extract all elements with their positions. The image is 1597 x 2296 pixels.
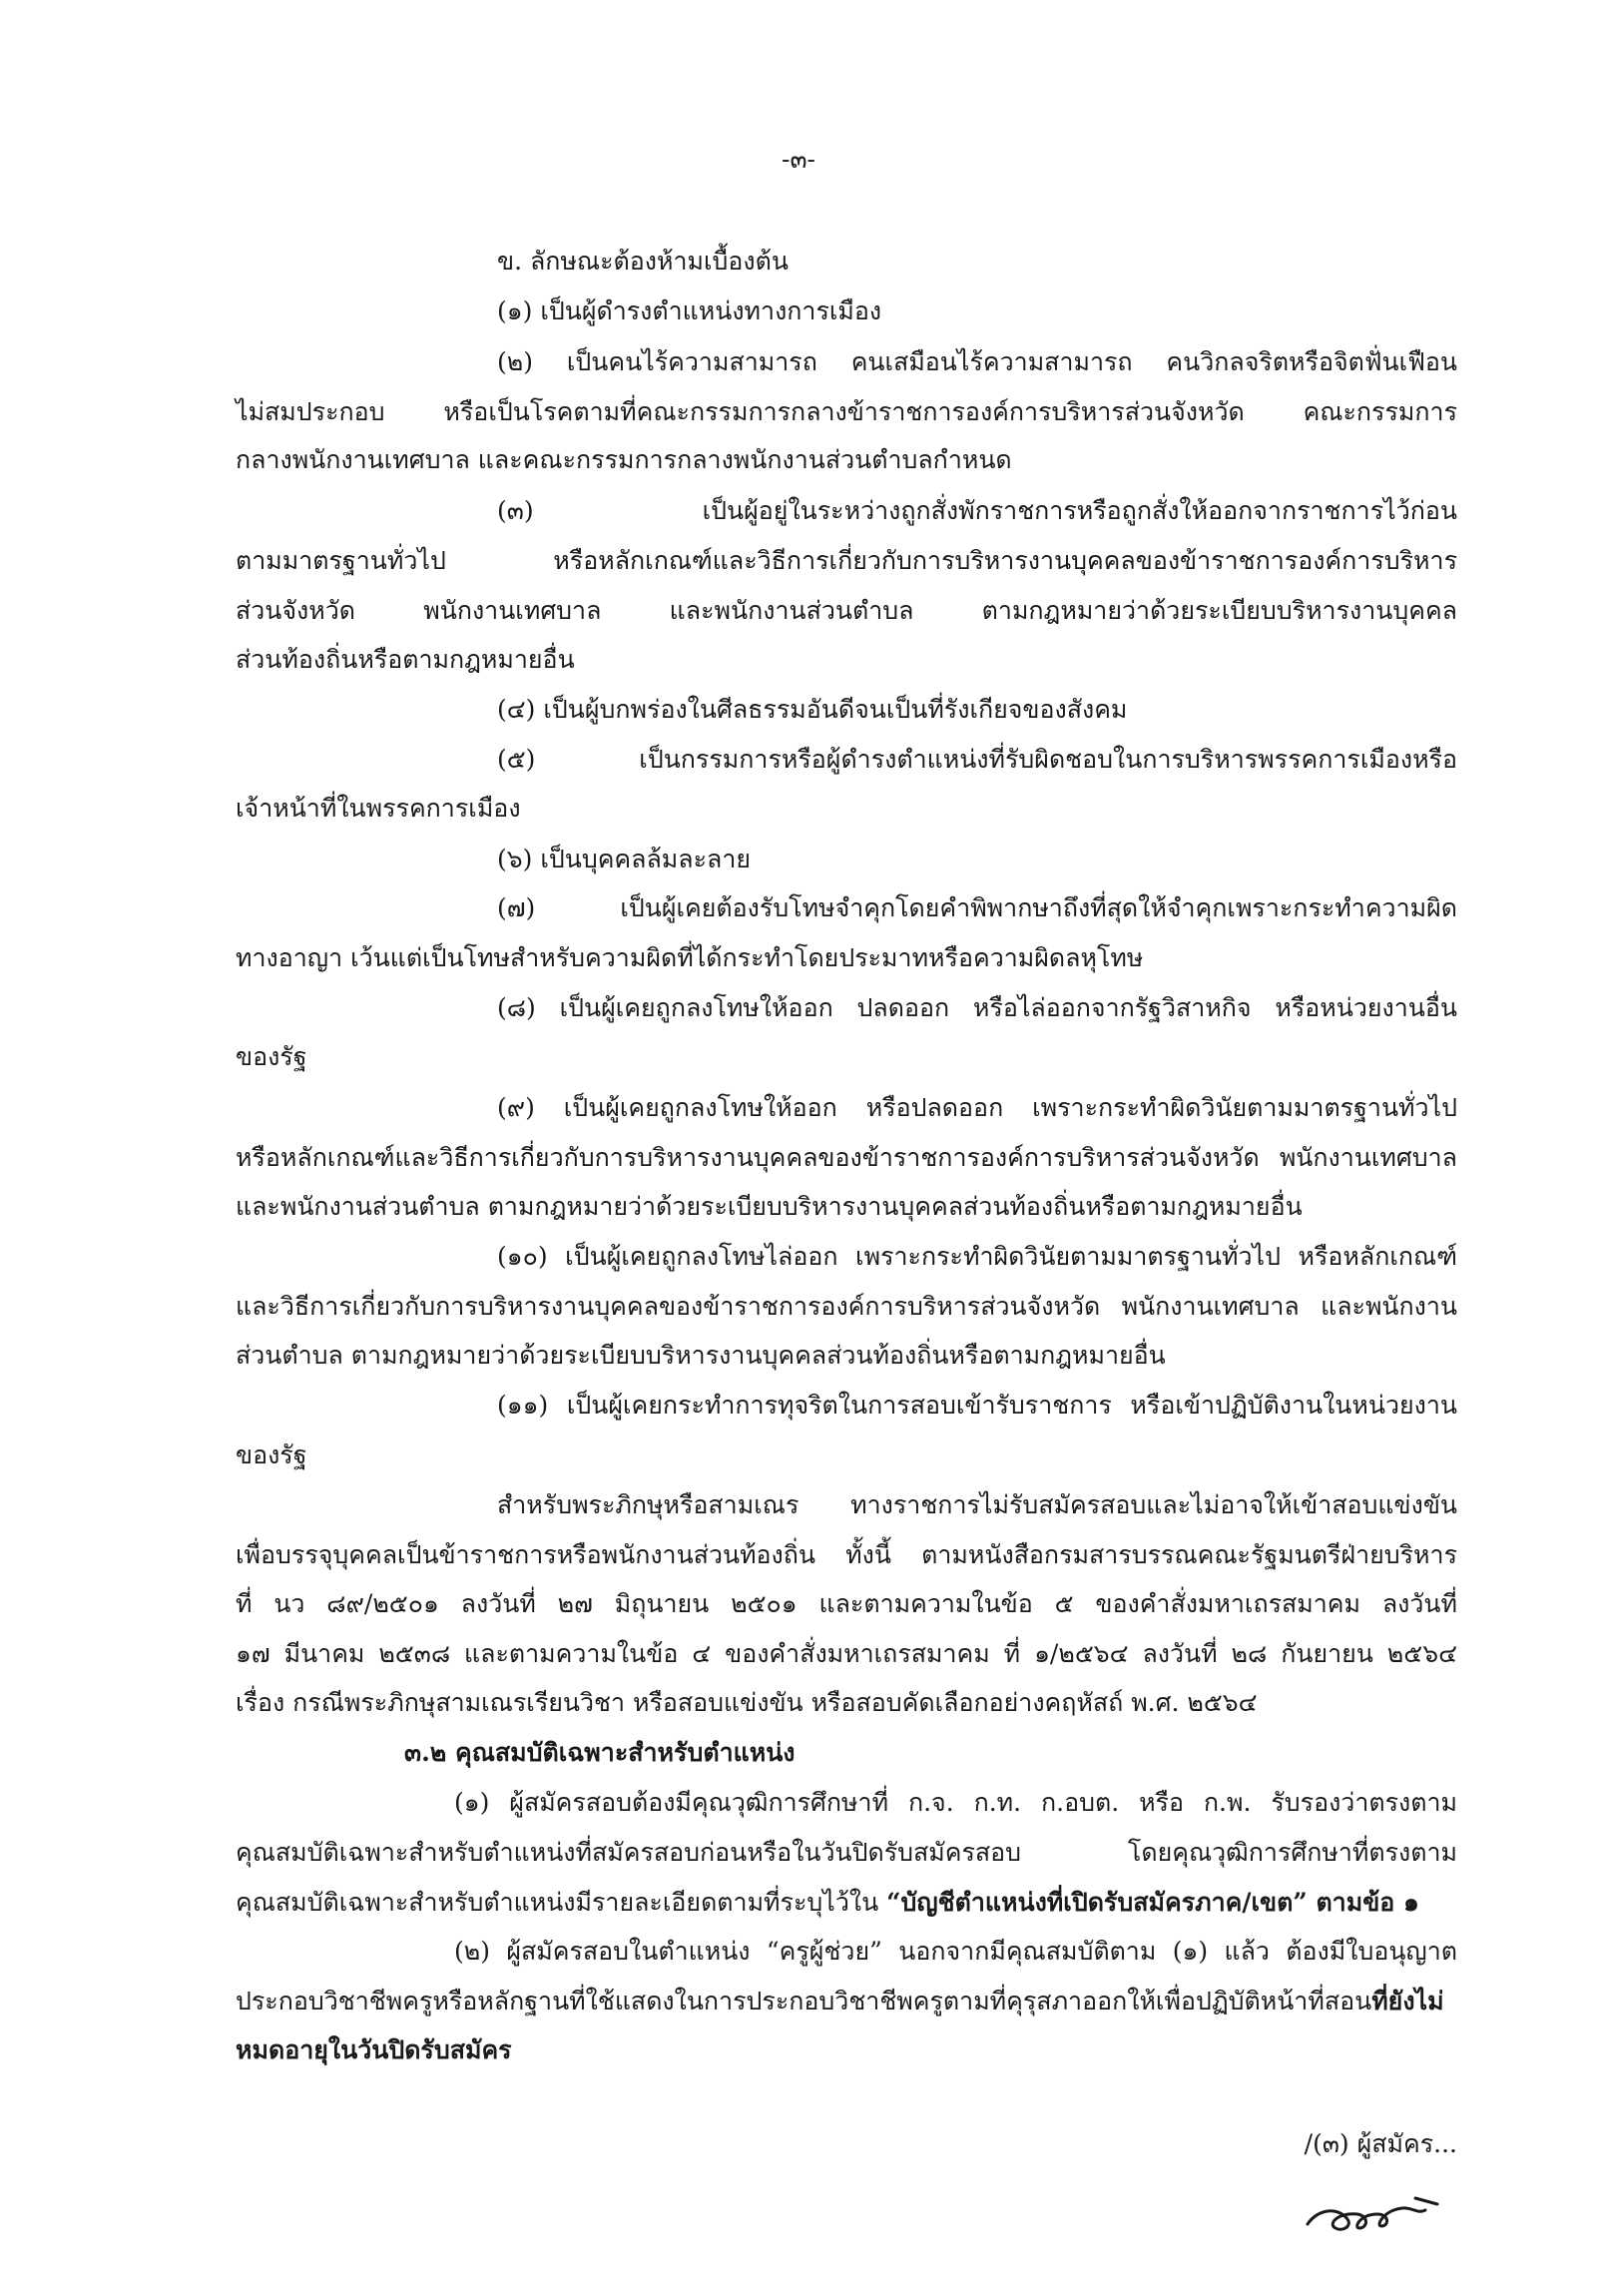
list-item-continuation: และพนักงานส่วนตำบล ตามกฎหมายว่าด้วยระเบียบบริหารงานบุคคลส่วนท้องถิ่นหรือตามกฎหมายอื่น bbox=[236, 1192, 1303, 1221]
inline-text: คุณสมบัติเฉพาะสำหรับตำแหน่งมีรายละเอียดตามที่ระบุไว้ใน bbox=[236, 1888, 887, 1917]
list-item-continuation: คุณสมบัติเฉพาะสำหรับตำแหน่งที่สมัครสอบก่อนหรือในวันปิดรับสมัครสอบ โดยคุณวุฒิการศึกษาที่ตรงตาม bbox=[236, 1838, 1457, 1867]
list-item-continuation: ส่วนท้องถิ่นหรือตามกฎหมายอื่น bbox=[236, 645, 575, 674]
list-item-continuation: กลางพนักงานเทศบาล และคณะกรรมการกลางพนักงานส่วนตำบลกำหนด bbox=[236, 445, 1012, 474]
list-item: (๘) เป็นผู้เคยถูกลงโทษให้ออก ปลดออก หรือไล่ออกจากรัฐวิสาหกิจ หรือหน่วยงานอื่น bbox=[497, 993, 1457, 1022]
list-item-continuation: หมดอายุในวันปิดรับสมัคร bbox=[236, 2035, 512, 2064]
list-item: (๒) ผู้สมัครสอบในตำแหน่ง “ครูผู้ช่วย” นอกจากมีคุณสมบัติตาม (๑) แล้ว ต้องมีใบอนุญาต bbox=[454, 1937, 1457, 1966]
signature-stroke bbox=[1415, 2198, 1437, 2204]
list-item: (๑๐) เป็นผู้เคยถูกลงโทษไล่ออก เพราะกระทำผิดวินัยตามมาตรฐานทั่วไป หรือหลักเกณฑ์ bbox=[497, 1242, 1457, 1271]
paragraph-line: เพื่อบรรจุบุคคลเป็นข้าราชการหรือพนักงานส่วนท้องถิ่น ทั้งนี้ ตามหนังสือกรมสารบรรณคณะรัฐมนตรีฝ่ายบริหาร bbox=[236, 1540, 1457, 1569]
list-item: (๙) เป็นผู้เคยถูกลงโทษให้ออก หรือปลดออก เพราะกระทำผิดวินัยตามมาตรฐานทั่วไป bbox=[497, 1093, 1457, 1122]
list-item-continuation bbox=[236, 1885, 1419, 1921]
footer-continuation: /(๓) ผู้สมัคร... bbox=[1304, 2129, 1457, 2158]
list-item-continuation: เจ้าหน้าที่ในพรรคการเมือง bbox=[236, 794, 521, 823]
list-item-continuation: ของรัฐ bbox=[236, 1440, 307, 1469]
list-item-continuation: ของรัฐ bbox=[236, 1042, 307, 1071]
list-item: (๑๑) เป็นผู้เคยกระทำการทุจริตในการสอบเข้ารับราชการ หรือเข้าปฏิบัติงานในหน่วยงาน bbox=[497, 1391, 1457, 1420]
list-item: (๔) เป็นผู้บกพร่องในศีลธรรมอันดีจนเป็นที่รังเกียจของสังคม bbox=[497, 695, 1128, 724]
list-item: (๑) ผู้สมัครสอบต้องมีคุณวุฒิการศึกษาที่ ก.จ. ก.ท. ก.อบต. หรือ ก.พ. รับรองว่าตรงตาม bbox=[454, 1788, 1457, 1817]
list-item: (๖) เป็นบุคคลล้มละลาย bbox=[497, 845, 752, 873]
list-item: (๑) เป็นผู้ดำรงตำแหน่งทางการเมือง bbox=[497, 296, 882, 325]
list-item: (๗) เป็นผู้เคยต้องรับโทษจำคุกโดยคำพิพากษาถึงที่สุดให้จำคุกเพราะกระทำความผิด bbox=[497, 893, 1457, 922]
signature-image bbox=[1298, 2184, 1447, 2244]
list-item-continuation: และวิธีการเกี่ยวกับการบริหารงานบุคคลของข้าราชการองค์การบริหารส่วนจังหวัด พนักงานเทศบาล และพนักงาน bbox=[236, 1292, 1457, 1321]
list-item: (๓) เป็นผู้อยู่ในระหว่างถูกสั่งพักราชการหรือถูกสั่งให้ออกจากราชการไว้ก่อน bbox=[497, 496, 1457, 525]
paragraph-line: ๑๗ มีนาคม ๒๕๓๘ และตามความในข้อ ๔ ของคำสั่งมหาเถรสมาคม ที่ ๑/๒๕๖๔ ลงวันที่ ๒๘ กันยายน ๒๕๖๔ bbox=[236, 1639, 1457, 1668]
list-item-continuation: ส่วนจังหวัด พนักงานเทศบาล และพนักงานส่วนตำบล ตามกฎหมายว่าด้วยระเบียบบริหารงานบุคคล bbox=[236, 596, 1457, 625]
inline-text: ประกอบวิชาชีพครูหรือหลักฐานที่ใช้แสดงในการประกอบวิชาชีพครูตามที่คุรุสภาออกให้เพื่อปฏิบัติหน้าที่สอน bbox=[236, 1987, 1372, 2015]
list-item-continuation: ทางอาญา เว้นแต่เป็นโทษสำหรับความผิดที่ได้กระทำโดยประมาทหรือความผิดลหุโทษ bbox=[236, 943, 1144, 972]
paragraph-line: เรื่อง กรณีพระภิกษุสามเณรเรียนวิชา หรือสอบแข่งขัน หรือสอบคัดเลือกอย่างคฤหัสถ์ พ.ศ. ๒๕๖๔ bbox=[236, 1688, 1258, 1717]
paragraph-line: สำหรับพระภิกษุหรือสามเณร ทางราชการไม่รับสมัครสอบและไม่อาจให้เข้าสอบแข่งขัน bbox=[497, 1490, 1457, 1519]
list-item-continuation: ตามมาตรฐานทั่วไป หรือหลักเกณฑ์และวิธีการเกี่ยวกับการบริหารงานบุคคลของข้าราชการองค์การบริหาร bbox=[236, 546, 1457, 575]
inline-bold-text: ที่ยังไม่ bbox=[1371, 1987, 1444, 2015]
list-item: (๒) เป็นคนไร้ความสามารถ คนเสมือนไร้ความสามารถ คนวิกลจริตหรือจิตฟั่นเฟือน bbox=[497, 347, 1457, 376]
list-item-continuation bbox=[236, 1984, 1457, 2019]
section-heading-3-2: ๓.๒ คุณสมบัติเฉพาะสำหรับตำแหน่ง bbox=[404, 1738, 796, 1767]
list-item-continuation: ไม่สมประกอบ หรือเป็นโรคตามที่คณะกรรมการกลางข้าราชการองค์การบริหารส่วนจังหวัด คณะกรรมการ bbox=[236, 397, 1457, 426]
page-number: -๓- bbox=[782, 145, 815, 174]
list-item: (๕) เป็นกรรมการหรือผู้ดำรงตำแหน่งที่รับผิดชอบในการบริหารพรรคการเมืองหรือ bbox=[497, 745, 1457, 774]
section-heading-kho: ข. ลักษณะต้องห้ามเบื้องต้น bbox=[497, 247, 789, 276]
signature-stroke bbox=[1308, 2208, 1425, 2229]
inline-bold-text: “บัญชีตำแหน่งที่เปิดรับสมัครภาค/เขต” ตามข้อ ๑ bbox=[886, 1888, 1419, 1917]
list-item-continuation: ส่วนตำบล ตามกฎหมายว่าด้วยระเบียบบริหารงานบุคคลส่วนท้องถิ่นหรือตามกฎหมายอื่น bbox=[236, 1341, 1166, 1370]
list-item-continuation: หรือหลักเกณฑ์และวิธีการเกี่ยวกับการบริหารงานบุคคลของข้าราชการองค์การบริหารส่วนจังหวัด พนักงานเทศบาล bbox=[236, 1143, 1457, 1172]
paragraph-line: ที่ นว ๘๙/๒๕๐๑ ลงวันที่ ๒๗ มิถุนายน ๒๕๐๑ และตามความในข้อ ๕ ของคำสั่งมหาเถรสมาคม ลงวันที่ bbox=[236, 1589, 1457, 1618]
